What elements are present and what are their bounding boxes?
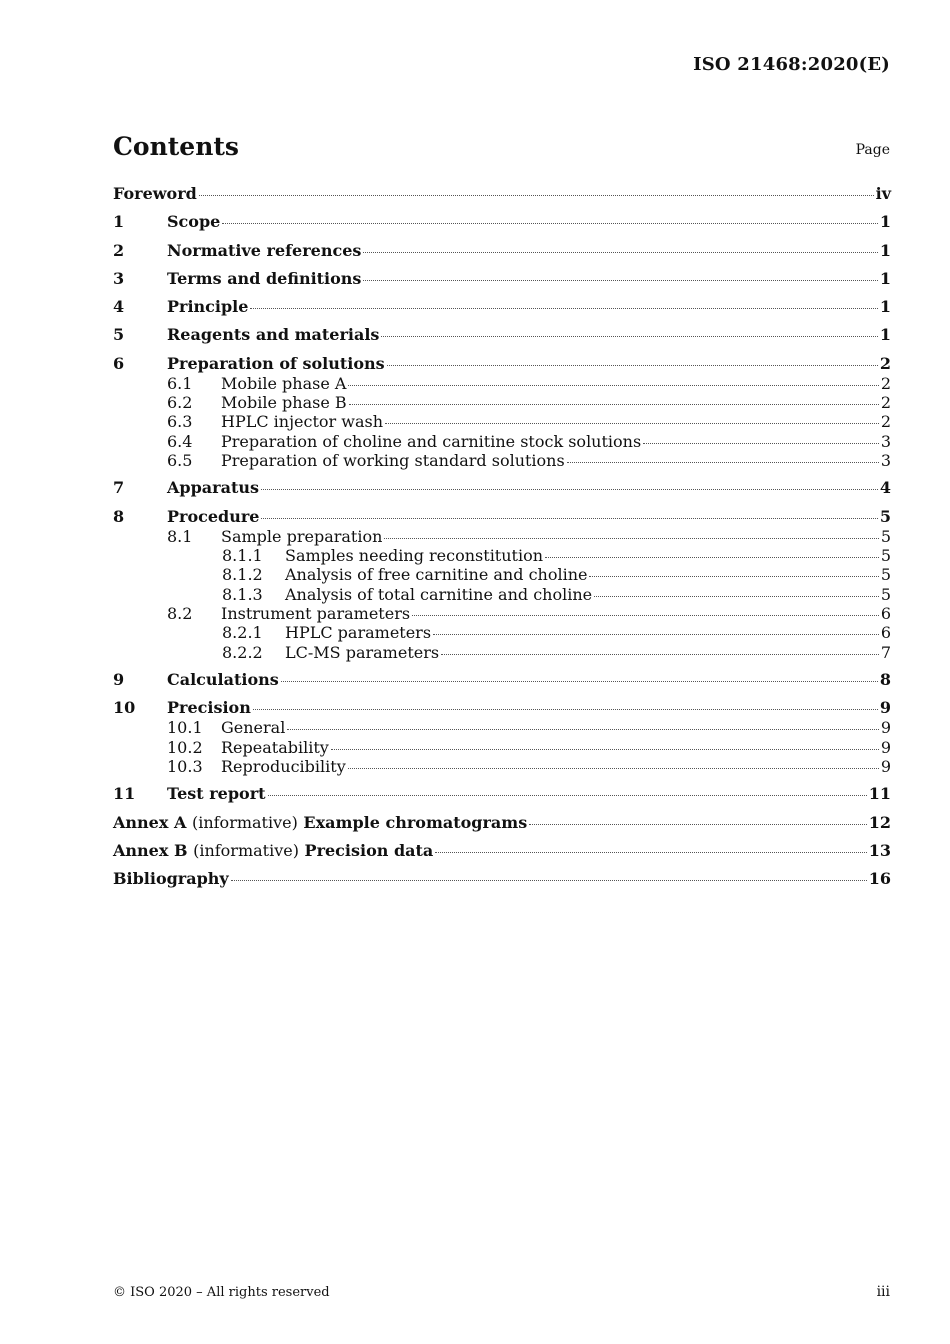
toc-entry-8[interactable] (113, 506, 891, 529)
toc-entry-number: 8.2 (167, 603, 193, 623)
toc-entry-page: 2 (879, 353, 891, 373)
toc-entry-title: Apparatus (167, 478, 259, 498)
toc-entry-page: 1 (879, 297, 891, 317)
toc-entry-page: 5 (880, 526, 891, 546)
toc-entry-page: 6 (880, 623, 891, 643)
toc-entry-6-3[interactable] (113, 414, 891, 433)
toc-entry-page: 3 (880, 450, 891, 470)
dot-leader (433, 634, 879, 635)
toc-entry-number: 6.3 (167, 412, 193, 432)
dot-leader (348, 385, 878, 386)
toc-entry-title: HPLC parameters (285, 623, 432, 643)
toc-entry-title: Preparation of solutions (167, 353, 385, 373)
toc-entry-page: 6 (880, 603, 891, 623)
toc-entry-page: 8 (879, 670, 891, 690)
toc-entry-title: HPLC injector wash (221, 412, 384, 432)
toc-entry-number: 6.5 (167, 450, 193, 470)
toc-entry-page: 9 (880, 756, 891, 776)
toc-entry-number: 4 (113, 297, 125, 317)
toc-entry-page: 12 (868, 812, 891, 832)
toc-entry-title: Mobile phase A (221, 373, 347, 393)
toc-entry-title: Analysis of free carnitine and choline (285, 565, 588, 585)
toc-entry-number: 9 (113, 670, 125, 690)
toc-entry-number: 10 (113, 698, 136, 718)
toc-entry-2[interactable] (113, 240, 891, 271)
toc-entry-page: 7 (880, 642, 891, 662)
toc-entry-1[interactable] (113, 214, 891, 242)
toc-entry-10-1[interactable] (113, 720, 891, 739)
toc-entry-number: 6.1 (167, 373, 193, 393)
dot-leader (253, 709, 878, 710)
dot-leader (435, 852, 866, 853)
toc-entry-3[interactable] (113, 268, 891, 299)
dot-leader (529, 824, 867, 825)
toc-entry-title: Principle (167, 297, 249, 317)
toc-entry-page: 16 (868, 869, 891, 889)
toc-entry-title: Repeatability (221, 737, 329, 757)
toc-entry-number: 6 (113, 353, 125, 373)
toc-entry-7[interactable] (113, 480, 891, 508)
dot-leader (268, 795, 867, 796)
toc-entry-title: Mobile phase B (221, 393, 347, 413)
toc-entry-annex-a[interactable] (113, 812, 891, 843)
toc-entry-foreword[interactable] (113, 186, 891, 214)
dot-leader (381, 336, 877, 337)
dot-leader (348, 768, 879, 769)
toc-entry-title: Scope (167, 212, 221, 232)
toc-entry-title: Preparation of working standard solutions (221, 450, 565, 470)
toc-entry-page: 2 (880, 393, 891, 413)
toc-entry-page: 13 (868, 841, 891, 861)
annex-name: Precision data (304, 841, 434, 861)
annex-qualifier: (informative) (191, 812, 298, 832)
toc-entry-title: Terms and definitions (167, 268, 362, 288)
toc-entry-page: 3 (880, 431, 891, 451)
toc-entry-page: 5 (880, 546, 891, 566)
toc-entry-page: 9 (880, 737, 891, 757)
toc-entry-page: 1 (879, 212, 891, 232)
toc-entry-number: 10.3 (167, 756, 203, 776)
dot-leader (281, 681, 878, 682)
toc-entry-5[interactable] (113, 327, 891, 355)
toc-entry-number: 2 (113, 240, 125, 260)
annex-label: Annex A (113, 812, 187, 832)
toc-entry-page: iv (875, 184, 891, 203)
toc-entry-title: Normative references (167, 240, 362, 260)
dot-leader (231, 880, 867, 881)
toc-entry-page: 1 (879, 268, 891, 288)
footer-copyright: © ISO 2020 – All rights reserved (113, 1285, 330, 1300)
dot-leader (222, 223, 878, 224)
dot-leader (385, 423, 879, 424)
toc-entry-number: 8.2.2 (222, 642, 263, 662)
dot-leader (250, 308, 877, 309)
toc-entry-10[interactable] (113, 700, 891, 720)
toc-entry-8-1-2[interactable] (113, 567, 891, 586)
toc-entry-9[interactable] (113, 672, 891, 700)
toc-entry-title: LC-MS parameters (285, 642, 440, 662)
toc-entry-8-2-2[interactable] (113, 642, 891, 673)
dot-leader (363, 252, 877, 253)
toc-entry-number: 8 (113, 506, 125, 526)
toc-entry-number: 11 (113, 784, 136, 804)
toc-entry-number: 8.2.1 (222, 623, 263, 643)
toc-entry-page: 5 (879, 506, 891, 526)
toc-entry-number: 5 (113, 325, 125, 345)
toc-entry-title: Reproducibility (221, 756, 346, 776)
dot-leader (441, 654, 879, 655)
toc-entry-6-5[interactable] (113, 450, 891, 481)
toc-entry-number: 7 (113, 478, 125, 498)
toc-entry-title: Test report (167, 784, 266, 804)
toc-entry-11[interactable] (113, 786, 891, 814)
toc-entry-bibliography[interactable] (113, 871, 891, 899)
toc-heading: Contents (113, 132, 240, 161)
annex-qualifier: (informative) (193, 841, 299, 861)
toc-entry-title: Procedure (167, 506, 260, 526)
table-of-contents (113, 186, 891, 900)
toc-entry-page: 9 (880, 718, 891, 738)
toc-entry-title: Instrument parameters (221, 603, 411, 623)
dot-leader (594, 596, 879, 597)
toc-entry-number: 1 (113, 212, 125, 232)
toc-entry-number: 8.1.2 (222, 565, 263, 585)
toc-entry-title: Samples needing reconstitution (285, 546, 544, 566)
toc-entry-number: 6.4 (167, 431, 193, 451)
toc-entry-10-3[interactable] (113, 756, 891, 787)
toc-entry-page: 11 (868, 784, 891, 804)
page-column-label: Page (855, 142, 890, 158)
toc-entry-number: 10.1 (167, 718, 203, 738)
toc-entry-title: Preparation of choline and carnitine stock solutions (221, 431, 642, 451)
document-id: ISO 21468:2020(E) (693, 54, 890, 75)
toc-entry-title: Sample preparation (221, 526, 383, 546)
dot-leader (412, 615, 879, 616)
toc-entry-number: 6.2 (167, 393, 193, 413)
toc-entry-4[interactable] (113, 299, 891, 327)
toc-entry-title: Precision (167, 698, 251, 718)
toc-entry-page: 5 (880, 584, 891, 604)
toc-entry-page: 1 (879, 325, 891, 345)
toc-entry-page: 4 (879, 478, 891, 498)
toc-entry-page: 2 (880, 412, 891, 432)
footer-page-number: iii (876, 1284, 890, 1300)
toc-entry-annex-b[interactable] (113, 843, 891, 871)
toc-entry-title: Bibliography (113, 869, 229, 889)
annex-title (113, 812, 528, 832)
annex-name: Example chromatograms (303, 812, 528, 832)
dot-leader (387, 365, 878, 366)
dot-leader (261, 518, 877, 519)
toc-entry-title: Analysis of total carnitine and choline (285, 584, 593, 604)
toc-entry-title: General (221, 718, 286, 738)
toc-entry-number: 8.1.1 (222, 546, 263, 566)
toc-entry-title: Calculations (167, 670, 279, 690)
dot-leader (384, 538, 878, 539)
dot-leader (567, 462, 879, 463)
toc-entry-number: 8.1 (167, 526, 193, 546)
dot-leader (199, 195, 874, 196)
dot-leader (261, 489, 878, 490)
annex-title (113, 843, 433, 859)
dot-leader (363, 280, 877, 281)
dot-leader (331, 749, 879, 750)
dot-leader (545, 557, 879, 558)
dot-leader (287, 729, 878, 730)
toc-entry-page: 5 (880, 565, 891, 585)
toc-entry-number: 3 (113, 268, 125, 288)
toc-entry-title: Foreword (113, 184, 197, 203)
toc-entry-page: 9 (879, 698, 891, 718)
toc-entry-8-2-1[interactable] (113, 625, 891, 644)
toc-entry-number: 8.1.3 (222, 584, 263, 604)
toc-entry-title: Reagents and materials (167, 325, 380, 345)
toc-entry-page: 2 (880, 373, 891, 393)
dot-leader (589, 576, 878, 577)
toc-entry-number: 10.2 (167, 737, 203, 757)
toc-entry-page: 1 (879, 240, 891, 260)
annex-label: Annex B (113, 841, 188, 861)
toc-entry-6[interactable] (113, 353, 891, 376)
dot-leader (349, 404, 879, 405)
dot-leader (643, 443, 879, 444)
